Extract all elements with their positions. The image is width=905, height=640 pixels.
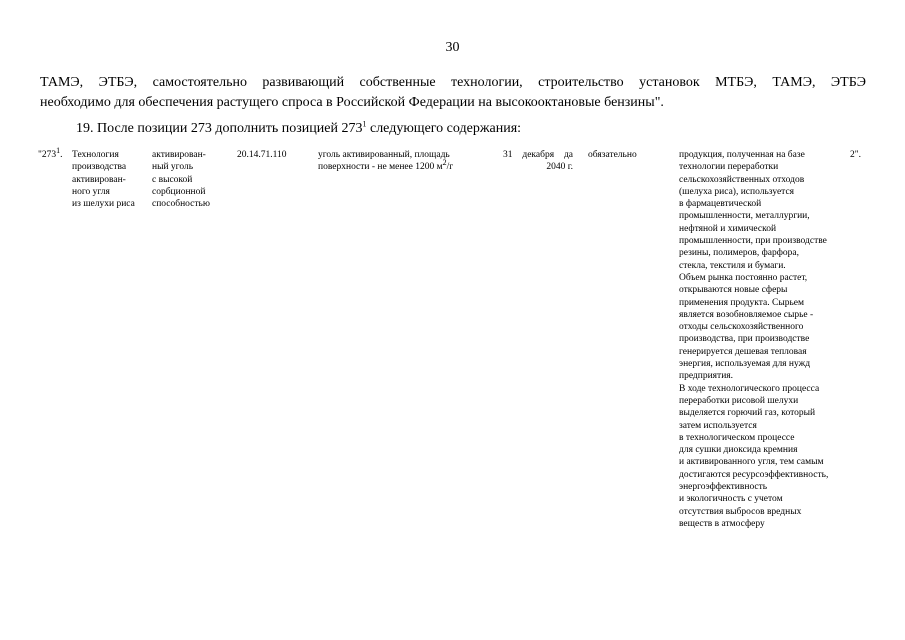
justification-line: нефтяной и химической (679, 223, 777, 234)
justification-line: выделяется горючий газ, который (679, 408, 816, 419)
page-number: 30 (445, 40, 460, 55)
justification-line: промышленности, металлургии, (679, 211, 810, 222)
justification-line: Объем рынка постоянно растет, (679, 272, 808, 283)
technology-line: активирован- (72, 174, 126, 185)
justification-line: и активированного угля, тем самым (679, 457, 824, 468)
justification-line: производства, при производстве (679, 334, 810, 345)
closing-mark-cell (850, 149, 861, 161)
justification-line: энергоэффективность (679, 482, 768, 493)
product-line: с высокой (152, 174, 193, 185)
technology-line: ного угля (72, 186, 110, 197)
instruction-text-end: следующего содержания: (366, 121, 522, 136)
justification-line: применения продукта. Сырьем (679, 297, 805, 308)
closing-mark: 2". (850, 150, 862, 160)
characteristic-text: поверхности - не менее 1200 м (318, 162, 443, 173)
justification-line: стекла, текстиля и бумаги. (679, 260, 786, 271)
product-line: активирован- (152, 150, 206, 160)
justification-line: резины, полимеров, фарфора, (679, 248, 800, 259)
justification-line: В ходе технологического процесса (679, 383, 820, 394)
product-line: сорбционной (152, 186, 206, 197)
justification-line: предприятия. (679, 371, 734, 382)
paragraph-line: необходимо для обеспечения растущего спроса в Российской Федерации на высокооктановые бензины". (40, 95, 664, 110)
justification-line: генерируется дешевая тепловая (679, 346, 807, 357)
position-number-dot: . (60, 150, 63, 160)
justification-line: (шелуха риса), используется (679, 186, 795, 197)
instruction-text: 19. После позиции 273 дополнить позицией 273 (76, 121, 363, 136)
justification-line: в фармацевтической (679, 199, 762, 210)
deadline-line: 2040 г. (546, 162, 573, 173)
justification-line: веществ в атмосферу (679, 518, 765, 529)
status-text: обязательно (588, 150, 637, 160)
characteristic-line: уголь активированный, площадь (318, 150, 450, 160)
technology-cell (72, 149, 135, 210)
justification-line: и экологичность с учетом (679, 494, 783, 505)
justification-line: является возобновляемое сырье - (679, 309, 814, 320)
instruction-superscript: 1 (362, 119, 367, 129)
deadline-cell (503, 149, 573, 174)
amendment-instruction (76, 119, 521, 139)
justification-line: отходы сельскохозяйственного (679, 322, 804, 333)
justification-line: отсутствия выбросов вредных (679, 506, 802, 517)
characteristic-unit-suffix: /г (446, 162, 454, 173)
technology-line: Технология (72, 150, 119, 160)
justification-line: энергия, используемая для нужд (679, 359, 811, 370)
status-cell (588, 149, 637, 161)
characteristic-cell (318, 149, 453, 174)
justification-line: затем используется (679, 420, 757, 431)
position-number (38, 145, 63, 161)
okpd-code: 20.14.71.110 (237, 150, 287, 160)
paragraph-line: ТАМЭ, ЭТБЭ, самостоятельно развивающий собственные технологии, строительство установок МТБЭ, ТАМЭ, ЭТБЭ (40, 75, 866, 90)
product-line: способностью (152, 199, 210, 210)
justification-line: в технологическом процессе (679, 432, 795, 443)
characteristic-line (318, 158, 454, 173)
justification-line: переработки рисовой шелухи (679, 395, 799, 406)
position-number-superscript: 1 (56, 145, 61, 155)
justification-line: для сушки диоксида кремния (679, 445, 798, 456)
deadline-line: 31 декабря да (503, 150, 573, 160)
position-number-cell (38, 145, 63, 161)
position-number-text: "273 (38, 150, 57, 160)
justification-line: продукция, полученная на базе (679, 150, 805, 160)
technology-line: из шелухи риса (72, 199, 135, 210)
product-line: ный уголь (152, 162, 194, 173)
justification-cell (679, 149, 828, 530)
justification-line: сельскохозяйственных отходов (679, 174, 805, 185)
justification-line: технологии переработки (679, 162, 779, 173)
body-paragraph (40, 73, 866, 113)
justification-line: достигаются ресурсоэффективность, (679, 469, 829, 480)
technology-line: производства (72, 162, 127, 173)
product-cell (152, 149, 210, 210)
okpd-code-cell (237, 149, 287, 161)
justification-line: открываются новые сферы (679, 285, 788, 296)
justification-line: промышленности, при производстве (679, 236, 827, 247)
characteristic-superscript: 2 (442, 158, 447, 168)
